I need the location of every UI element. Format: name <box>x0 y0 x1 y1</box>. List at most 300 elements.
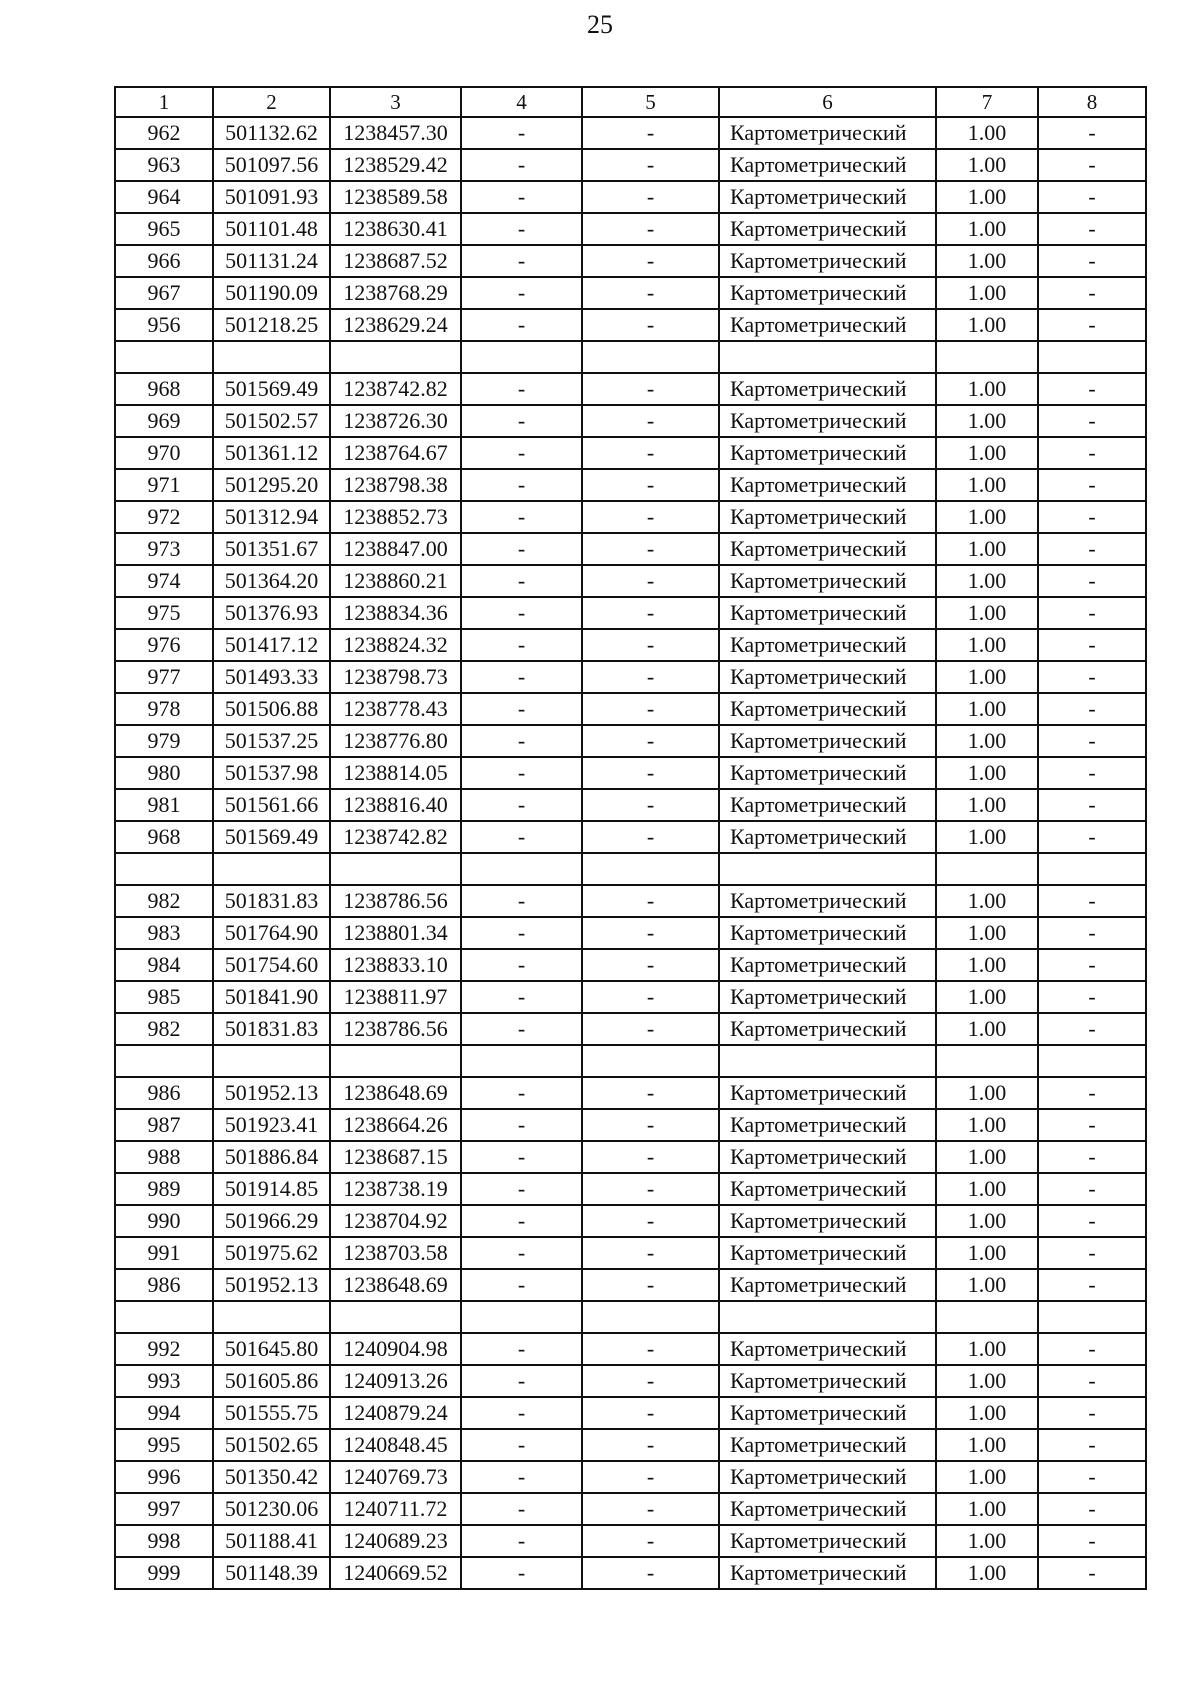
column-8-cell: - <box>1038 1493 1146 1525</box>
column-4-cell: - <box>461 1333 582 1365</box>
table-row <box>115 1493 1146 1525</box>
column-5-cell: - <box>582 1365 719 1397</box>
point-number-cell: 982 <box>115 885 213 917</box>
point-number-cell: 965 <box>115 213 213 245</box>
table-row <box>115 1269 1146 1301</box>
page-number: 25 <box>587 10 613 39</box>
column-8-cell: - <box>1038 245 1146 277</box>
point-number-cell: 981 <box>115 789 213 821</box>
separator-row <box>115 853 1146 885</box>
column-5-cell <box>582 1045 719 1077</box>
column-4-cell: - <box>461 789 582 821</box>
column-5-cell: - <box>582 1557 719 1589</box>
x-coordinate-cell: 501230.06 <box>213 1493 330 1525</box>
point-number-cell: 978 <box>115 693 213 725</box>
x-coordinate-cell: 501417.12 <box>213 629 330 661</box>
table-row <box>115 885 1146 917</box>
column-4-cell: - <box>461 917 582 949</box>
y-coordinate-cell: 1238457.30 <box>330 117 461 149</box>
method-cell: Картометрический <box>719 245 936 277</box>
table-row <box>115 373 1146 405</box>
column-header: 4 <box>461 87 582 117</box>
column-4-cell: - <box>461 469 582 501</box>
column-8-cell: - <box>1038 981 1146 1013</box>
y-coordinate-cell: 1238629.24 <box>330 309 461 341</box>
method-cell: Картометрический <box>719 1333 936 1365</box>
method-cell: Картометрический <box>719 757 936 789</box>
x-coordinate-cell: 501555.75 <box>213 1397 330 1429</box>
column-5-cell: - <box>582 1269 719 1301</box>
point-number-cell <box>115 1045 213 1077</box>
accuracy-cell: 1.00 <box>936 149 1038 181</box>
accuracy-cell: 1.00 <box>936 725 1038 757</box>
method-cell: Картометрический <box>719 1173 936 1205</box>
y-coordinate-cell <box>330 853 461 885</box>
x-coordinate-cell: 501218.25 <box>213 309 330 341</box>
column-8-cell: - <box>1038 405 1146 437</box>
column-8-cell <box>1038 1301 1146 1333</box>
method-cell: Картометрический <box>719 949 936 981</box>
method-cell: Картометрический <box>719 789 936 821</box>
x-coordinate-cell: 501132.62 <box>213 117 330 149</box>
column-5-cell: - <box>582 1397 719 1429</box>
table-row <box>115 1557 1146 1589</box>
column-8-cell: - <box>1038 725 1146 757</box>
column-4-cell: - <box>461 1141 582 1173</box>
table-row <box>115 501 1146 533</box>
column-5-cell: - <box>582 1333 719 1365</box>
column-4-cell: - <box>461 1397 582 1429</box>
accuracy-cell: 1.00 <box>936 501 1038 533</box>
x-coordinate-cell: 501188.41 <box>213 1525 330 1557</box>
y-coordinate-cell: 1238768.29 <box>330 277 461 309</box>
column-4-cell: - <box>461 405 582 437</box>
column-4-cell: - <box>461 885 582 917</box>
column-4-cell: - <box>461 1557 582 1589</box>
column-5-cell: - <box>582 789 719 821</box>
column-4-cell: - <box>461 309 582 341</box>
column-4-cell: - <box>461 565 582 597</box>
accuracy-cell: 1.00 <box>936 757 1038 789</box>
accuracy-cell: 1.00 <box>936 213 1038 245</box>
method-cell <box>719 341 936 373</box>
column-8-cell: - <box>1038 469 1146 501</box>
point-number-cell: 997 <box>115 1493 213 1525</box>
point-number-cell: 987 <box>115 1109 213 1141</box>
column-5-cell: - <box>582 1237 719 1269</box>
x-coordinate-cell: 501376.93 <box>213 597 330 629</box>
y-coordinate-cell: 1238776.80 <box>330 725 461 757</box>
point-number-cell: 977 <box>115 661 213 693</box>
point-number-cell: 966 <box>115 245 213 277</box>
accuracy-cell: 1.00 <box>936 789 1038 821</box>
x-coordinate-cell: 501364.20 <box>213 565 330 597</box>
point-number-cell: 975 <box>115 597 213 629</box>
x-coordinate-cell: 501645.80 <box>213 1333 330 1365</box>
column-8-cell: - <box>1038 1365 1146 1397</box>
accuracy-cell: 1.00 <box>936 1237 1038 1269</box>
method-cell: Картометрический <box>719 181 936 213</box>
point-number-cell: 969 <box>115 405 213 437</box>
y-coordinate-cell: 1238834.36 <box>330 597 461 629</box>
column-5-cell: - <box>582 245 719 277</box>
table-row <box>115 1141 1146 1173</box>
column-4-cell: - <box>461 597 582 629</box>
table-header-row <box>115 87 1146 117</box>
accuracy-cell: 1.00 <box>936 1461 1038 1493</box>
y-coordinate-cell <box>330 1045 461 1077</box>
point-number-cell: 970 <box>115 437 213 469</box>
column-5-cell: - <box>582 373 719 405</box>
point-number-cell: 992 <box>115 1333 213 1365</box>
accuracy-cell: 1.00 <box>936 949 1038 981</box>
table-row <box>115 117 1146 149</box>
x-coordinate-cell: 501831.83 <box>213 1013 330 1045</box>
column-4-cell <box>461 853 582 885</box>
accuracy-cell: 1.00 <box>936 1333 1038 1365</box>
x-coordinate-cell: 501914.85 <box>213 1173 330 1205</box>
table-row <box>115 437 1146 469</box>
column-5-cell: - <box>582 405 719 437</box>
accuracy-cell: 1.00 <box>936 245 1038 277</box>
column-8-cell <box>1038 853 1146 885</box>
x-coordinate-cell: 501952.13 <box>213 1269 330 1301</box>
column-8-cell: - <box>1038 1141 1146 1173</box>
accuracy-cell: 1.00 <box>936 533 1038 565</box>
point-number-cell: 983 <box>115 917 213 949</box>
point-number-cell: 990 <box>115 1205 213 1237</box>
accuracy-cell: 1.00 <box>936 1205 1038 1237</box>
x-coordinate-cell: 501537.25 <box>213 725 330 757</box>
accuracy-cell: 1.00 <box>936 1397 1038 1429</box>
accuracy-cell: 1.00 <box>936 1269 1038 1301</box>
x-coordinate-cell: 501190.09 <box>213 277 330 309</box>
y-coordinate-cell: 1238648.69 <box>330 1077 461 1109</box>
column-header: 1 <box>115 87 213 117</box>
method-cell: Картометрический <box>719 885 936 917</box>
column-8-cell: - <box>1038 661 1146 693</box>
table-row <box>115 1461 1146 1493</box>
method-cell: Картометрический <box>719 437 936 469</box>
column-5-cell: - <box>582 917 719 949</box>
column-4-cell: - <box>461 1493 582 1525</box>
method-cell <box>719 1045 936 1077</box>
y-coordinate-cell: 1238811.97 <box>330 981 461 1013</box>
column-4-cell: - <box>461 245 582 277</box>
column-header: 5 <box>582 87 719 117</box>
column-5-cell: - <box>582 1493 719 1525</box>
accuracy-cell: 1.00 <box>936 1429 1038 1461</box>
accuracy-cell: 1.00 <box>936 1493 1038 1525</box>
x-coordinate-cell: 501754.60 <box>213 949 330 981</box>
column-8-cell: - <box>1038 149 1146 181</box>
column-header: 7 <box>936 87 1038 117</box>
y-coordinate-cell: 1238589.58 <box>330 181 461 213</box>
point-number-cell: 985 <box>115 981 213 1013</box>
y-coordinate-cell: 1238847.00 <box>330 533 461 565</box>
x-coordinate-cell: 501350.42 <box>213 1461 330 1493</box>
method-cell: Картометрический <box>719 693 936 725</box>
accuracy-cell: 1.00 <box>936 565 1038 597</box>
accuracy-cell: 1.00 <box>936 1525 1038 1557</box>
accuracy-cell <box>936 341 1038 373</box>
column-4-cell: - <box>461 1365 582 1397</box>
y-coordinate-cell: 1238860.21 <box>330 565 461 597</box>
method-cell: Картометрический <box>719 1429 936 1461</box>
method-cell: Картометрический <box>719 373 936 405</box>
point-number-cell: 971 <box>115 469 213 501</box>
column-8-cell: - <box>1038 565 1146 597</box>
y-coordinate-cell: 1240669.52 <box>330 1557 461 1589</box>
method-cell: Картометрический <box>719 1525 936 1557</box>
table-row <box>115 1013 1146 1045</box>
point-number-cell: 973 <box>115 533 213 565</box>
column-8-cell: - <box>1038 789 1146 821</box>
method-cell: Картометрический <box>719 1557 936 1589</box>
y-coordinate-cell: 1238801.34 <box>330 917 461 949</box>
point-number-cell: 968 <box>115 373 213 405</box>
method-cell: Картометрический <box>719 1013 936 1045</box>
column-5-cell: - <box>582 981 719 1013</box>
accuracy-cell: 1.00 <box>936 917 1038 949</box>
table-row <box>115 1429 1146 1461</box>
method-cell: Картометрический <box>719 981 936 1013</box>
table-row <box>115 1525 1146 1557</box>
x-coordinate-cell: 501506.88 <box>213 693 330 725</box>
column-4-cell: - <box>461 1269 582 1301</box>
y-coordinate-cell: 1238852.73 <box>330 501 461 533</box>
column-4-cell: - <box>461 213 582 245</box>
column-5-cell: - <box>582 469 719 501</box>
table-row <box>115 661 1146 693</box>
accuracy-cell: 1.00 <box>936 181 1038 213</box>
accuracy-cell: 1.00 <box>936 1141 1038 1173</box>
y-coordinate-cell: 1238778.43 <box>330 693 461 725</box>
x-coordinate-cell: 501101.48 <box>213 213 330 245</box>
x-coordinate-cell: 501097.56 <box>213 149 330 181</box>
table-row <box>115 181 1146 213</box>
point-number-cell: 956 <box>115 309 213 341</box>
table-row <box>115 789 1146 821</box>
column-4-cell: - <box>461 821 582 853</box>
table-row <box>115 1237 1146 1269</box>
y-coordinate-cell: 1240711.72 <box>330 1493 461 1525</box>
y-coordinate-cell: 1238798.38 <box>330 469 461 501</box>
column-8-cell: - <box>1038 597 1146 629</box>
column-4-cell: - <box>461 181 582 213</box>
table-row <box>115 405 1146 437</box>
column-5-cell: - <box>582 437 719 469</box>
column-4-cell: - <box>461 501 582 533</box>
point-number-cell: 991 <box>115 1237 213 1269</box>
y-coordinate-cell: 1238630.41 <box>330 213 461 245</box>
method-cell: Картометрический <box>719 117 936 149</box>
x-coordinate-cell <box>213 853 330 885</box>
method-cell: Картометрический <box>719 821 936 853</box>
column-4-cell: - <box>461 949 582 981</box>
column-4-cell: - <box>461 1461 582 1493</box>
table-row <box>115 1205 1146 1237</box>
method-cell: Картометрический <box>719 1109 936 1141</box>
column-5-cell: - <box>582 309 719 341</box>
column-5-cell <box>582 1301 719 1333</box>
column-4-cell: - <box>461 1173 582 1205</box>
column-4-cell: - <box>461 725 582 757</box>
column-5-cell: - <box>582 597 719 629</box>
column-5-cell: - <box>582 149 719 181</box>
table-row <box>115 597 1146 629</box>
column-5-cell: - <box>582 1461 719 1493</box>
column-4-cell: - <box>461 693 582 725</box>
accuracy-cell: 1.00 <box>936 629 1038 661</box>
y-coordinate-cell: 1240769.73 <box>330 1461 461 1493</box>
point-number-cell: 986 <box>115 1269 213 1301</box>
method-cell: Картометрический <box>719 1237 936 1269</box>
point-number-cell: 998 <box>115 1525 213 1557</box>
accuracy-cell: 1.00 <box>936 469 1038 501</box>
method-cell: Картометрический <box>719 1493 936 1525</box>
method-cell: Картометрический <box>719 1461 936 1493</box>
x-coordinate-cell: 501537.98 <box>213 757 330 789</box>
x-coordinate-cell: 501493.33 <box>213 661 330 693</box>
column-8-cell: - <box>1038 373 1146 405</box>
y-coordinate-cell: 1238664.26 <box>330 1109 461 1141</box>
y-coordinate-cell: 1240689.23 <box>330 1525 461 1557</box>
coordinates-table <box>114 86 1147 1590</box>
separator-row <box>115 341 1146 373</box>
method-cell: Картометрический <box>719 149 936 181</box>
y-coordinate-cell: 1240848.45 <box>330 1429 461 1461</box>
table-row <box>115 693 1146 725</box>
point-number-cell: 984 <box>115 949 213 981</box>
method-cell <box>719 1301 936 1333</box>
column-5-cell: - <box>582 1013 719 1045</box>
accuracy-cell: 1.00 <box>936 1013 1038 1045</box>
x-coordinate-cell: 501605.86 <box>213 1365 330 1397</box>
column-4-cell: - <box>461 757 582 789</box>
column-8-cell: - <box>1038 1237 1146 1269</box>
point-number-cell <box>115 341 213 373</box>
y-coordinate-cell: 1238742.82 <box>330 373 461 405</box>
separator-row <box>115 1301 1146 1333</box>
method-cell: Картометрический <box>719 629 936 661</box>
point-number-cell: 996 <box>115 1461 213 1493</box>
table-row <box>115 277 1146 309</box>
column-5-cell: - <box>582 181 719 213</box>
point-number-cell: 976 <box>115 629 213 661</box>
column-8-cell: - <box>1038 117 1146 149</box>
y-coordinate-cell <box>330 1301 461 1333</box>
column-8-cell: - <box>1038 917 1146 949</box>
table-row <box>115 629 1146 661</box>
x-coordinate-cell: 501131.24 <box>213 245 330 277</box>
method-cell: Картометрический <box>719 309 936 341</box>
column-4-cell: - <box>461 277 582 309</box>
accuracy-cell: 1.00 <box>936 661 1038 693</box>
y-coordinate-cell: 1238786.56 <box>330 1013 461 1045</box>
x-coordinate-cell: 501841.90 <box>213 981 330 1013</box>
column-5-cell: - <box>582 885 719 917</box>
column-4-cell: - <box>461 117 582 149</box>
table-body <box>115 117 1146 1589</box>
y-coordinate-cell: 1240879.24 <box>330 1397 461 1429</box>
x-coordinate-cell: 501502.57 <box>213 405 330 437</box>
column-8-cell: - <box>1038 1461 1146 1493</box>
column-5-cell: - <box>582 821 719 853</box>
accuracy-cell <box>936 853 1038 885</box>
accuracy-cell: 1.00 <box>936 277 1038 309</box>
column-5-cell: - <box>582 533 719 565</box>
column-header: 3 <box>330 87 461 117</box>
column-5-cell: - <box>582 1173 719 1205</box>
y-coordinate-cell: 1238798.73 <box>330 661 461 693</box>
method-cell: Картометрический <box>719 917 936 949</box>
column-5-cell: - <box>582 1205 719 1237</box>
y-coordinate-cell: 1238816.40 <box>330 789 461 821</box>
method-cell: Картометрический <box>719 469 936 501</box>
point-number-cell <box>115 853 213 885</box>
method-cell: Картометрический <box>719 1269 936 1301</box>
y-coordinate-cell: 1238704.92 <box>330 1205 461 1237</box>
accuracy-cell: 1.00 <box>936 1365 1038 1397</box>
y-coordinate-cell: 1238687.15 <box>330 1141 461 1173</box>
column-header: 2 <box>213 87 330 117</box>
column-4-cell: - <box>461 1429 582 1461</box>
method-cell: Картометрический <box>719 533 936 565</box>
x-coordinate-cell: 501561.66 <box>213 789 330 821</box>
column-8-cell: - <box>1038 757 1146 789</box>
column-8-cell: - <box>1038 1013 1146 1045</box>
column-4-cell <box>461 341 582 373</box>
x-coordinate-cell: 501831.83 <box>213 885 330 917</box>
column-8-cell: - <box>1038 1525 1146 1557</box>
column-5-cell: - <box>582 1077 719 1109</box>
y-coordinate-cell: 1238764.67 <box>330 437 461 469</box>
column-5-cell: - <box>582 1141 719 1173</box>
column-4-cell: - <box>461 981 582 1013</box>
x-coordinate-cell <box>213 1301 330 1333</box>
column-4-cell: - <box>461 1237 582 1269</box>
table-row <box>115 1173 1146 1205</box>
column-4-cell: - <box>461 661 582 693</box>
column-8-cell: - <box>1038 277 1146 309</box>
table-row <box>115 757 1146 789</box>
table-row <box>115 245 1146 277</box>
method-cell: Картометрический <box>719 501 936 533</box>
column-4-cell: - <box>461 1077 582 1109</box>
x-coordinate-cell: 501091.93 <box>213 181 330 213</box>
table-row <box>115 469 1146 501</box>
accuracy-cell: 1.00 <box>936 597 1038 629</box>
method-cell: Картометрический <box>719 661 936 693</box>
x-coordinate-cell: 501502.65 <box>213 1429 330 1461</box>
column-5-cell: - <box>582 501 719 533</box>
column-5-cell: - <box>582 1109 719 1141</box>
column-5-cell: - <box>582 725 719 757</box>
y-coordinate-cell: 1238786.56 <box>330 885 461 917</box>
point-number-cell: 986 <box>115 1077 213 1109</box>
column-5-cell: - <box>582 693 719 725</box>
column-8-cell: - <box>1038 821 1146 853</box>
accuracy-cell: 1.00 <box>936 885 1038 917</box>
column-5-cell <box>582 853 719 885</box>
column-5-cell: - <box>582 565 719 597</box>
table-row <box>115 533 1146 565</box>
column-4-cell <box>461 1045 582 1077</box>
table-row <box>115 1109 1146 1141</box>
point-number-cell: 972 <box>115 501 213 533</box>
y-coordinate-cell: 1238687.52 <box>330 245 461 277</box>
